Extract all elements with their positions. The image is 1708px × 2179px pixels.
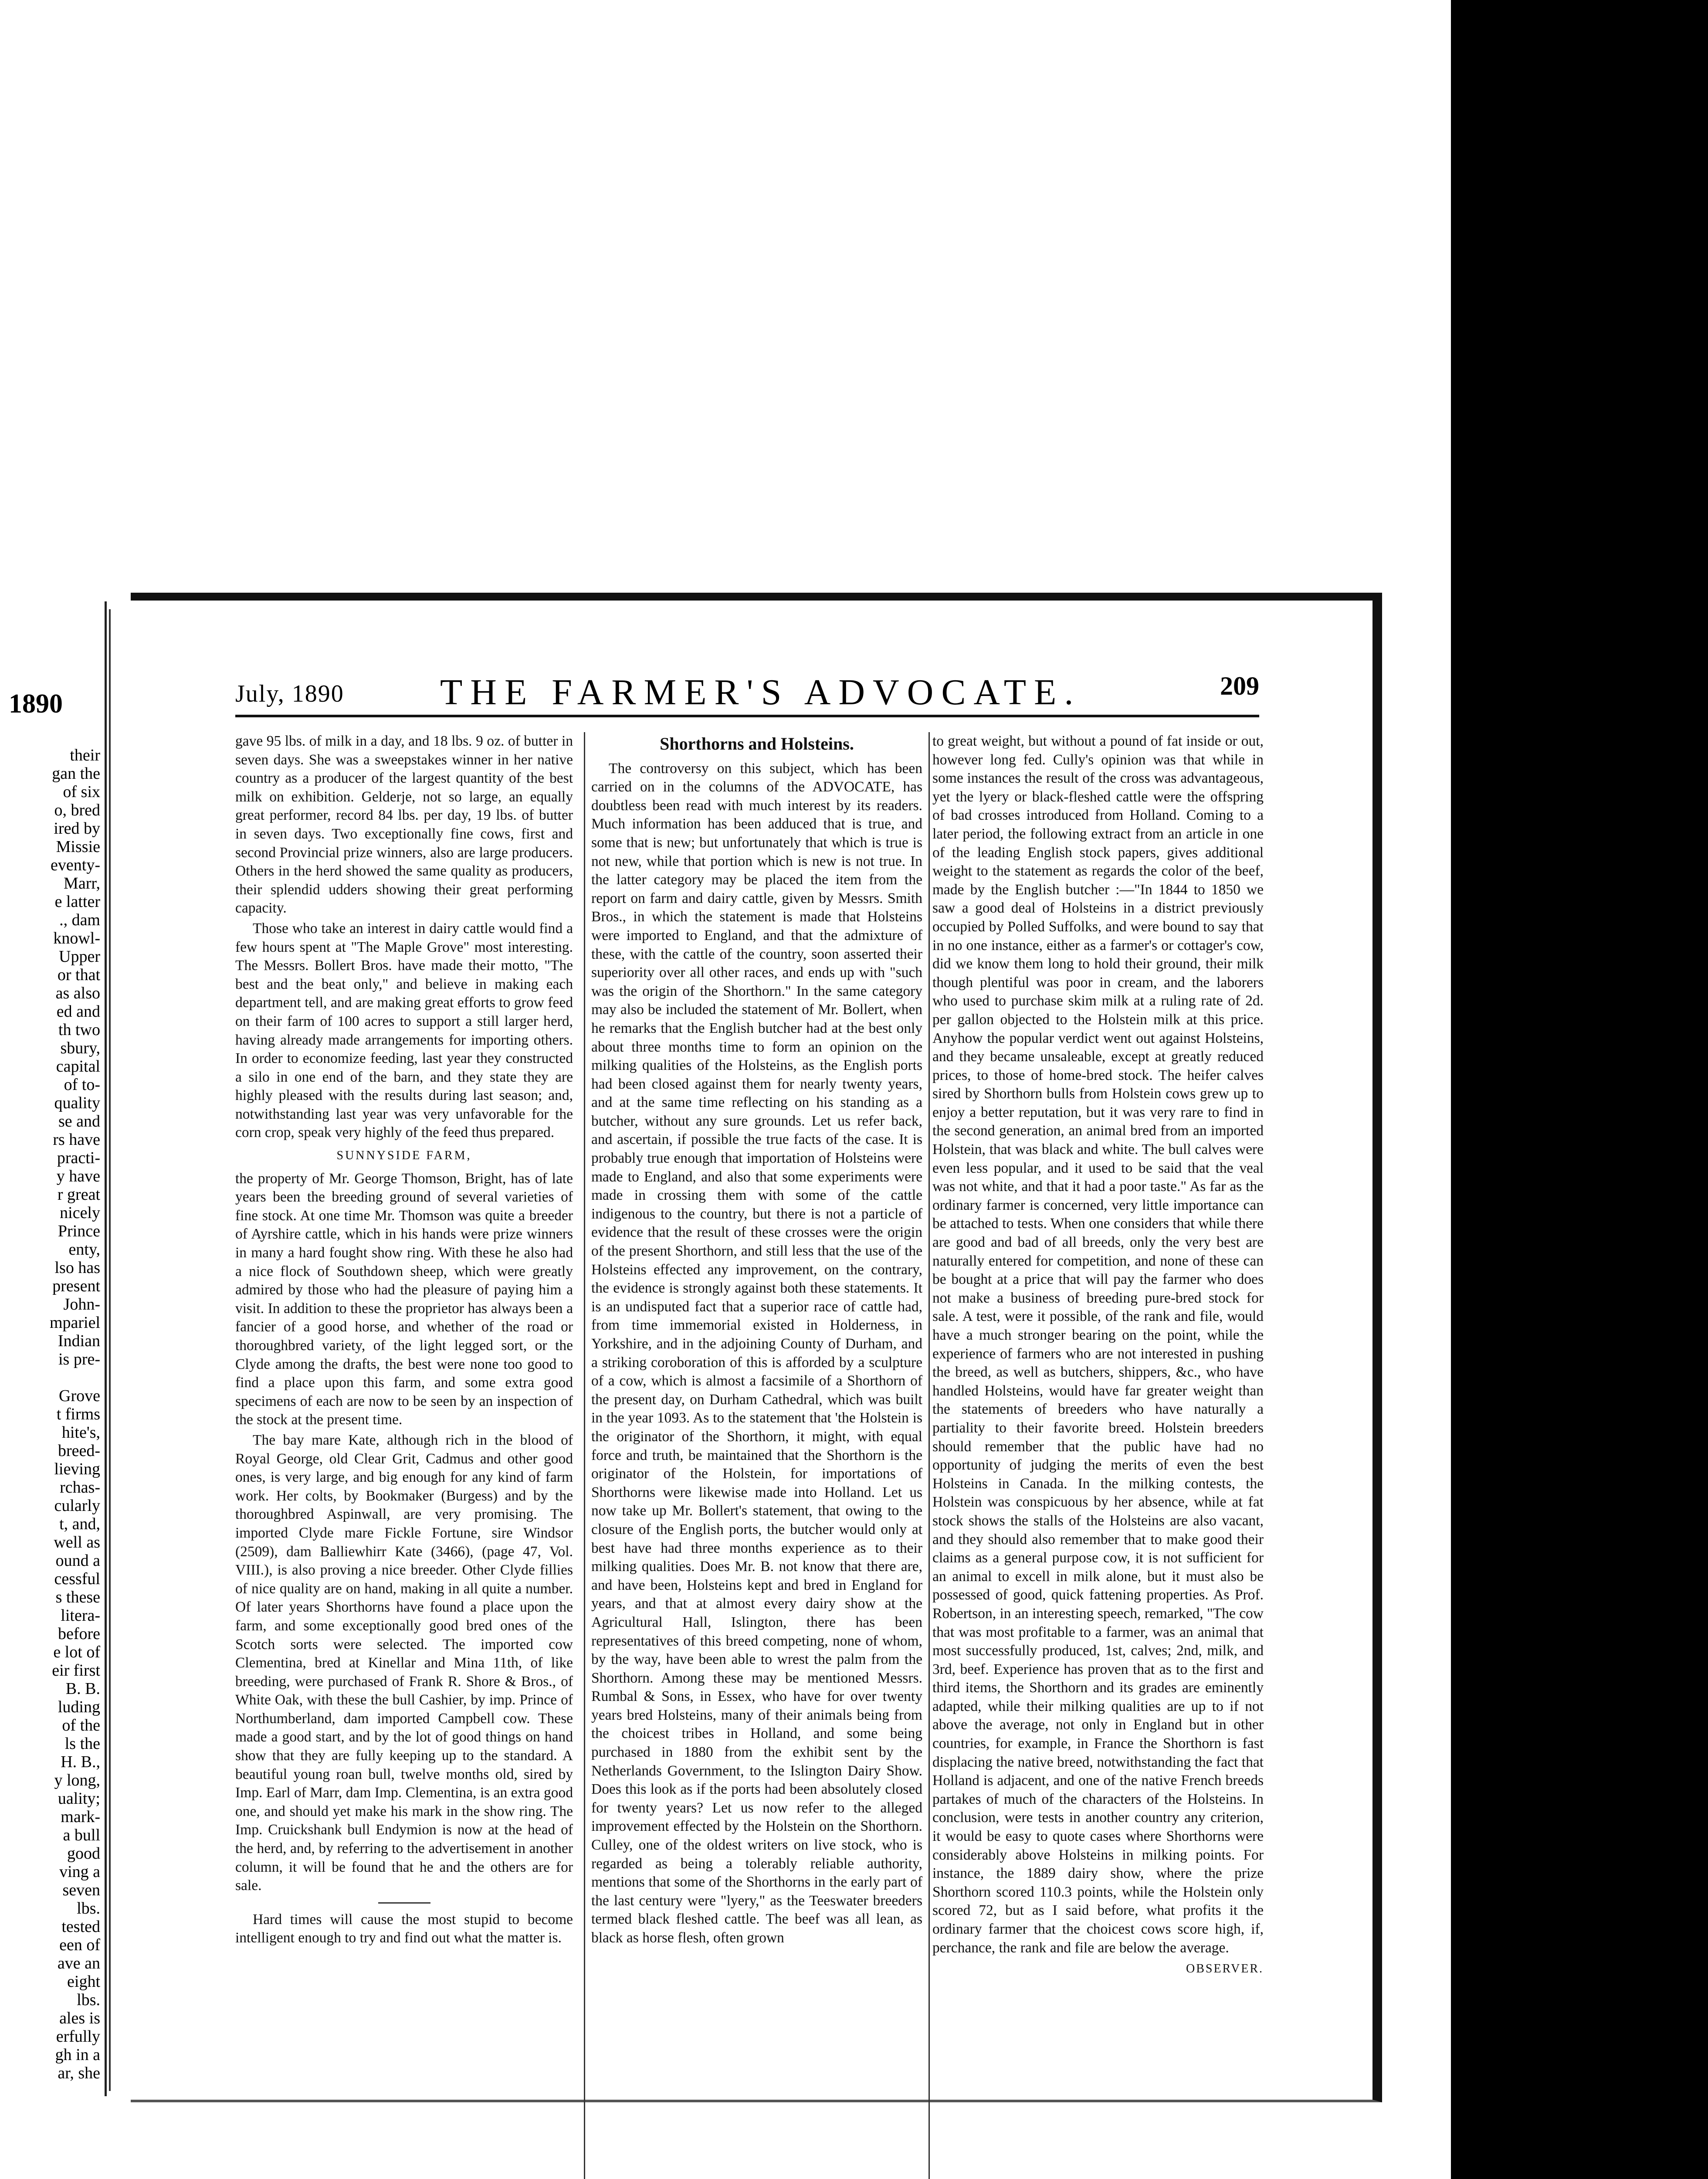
header-date: July, 1890 xyxy=(235,680,344,707)
column-2 xyxy=(584,732,930,2179)
left-page-line: Grove xyxy=(59,1387,100,1405)
left-page-line: H. B., xyxy=(61,1753,100,1771)
left-page-line: seven xyxy=(62,1881,100,1899)
left-page-line: lbs. xyxy=(77,1899,100,1918)
left-page-line: ar, she xyxy=(58,2064,100,2082)
left-page-line: B. B. xyxy=(65,1680,100,1698)
column-3 xyxy=(932,732,1264,1979)
left-page-line: cessful xyxy=(54,1570,100,1588)
left-page-line: mpariel xyxy=(49,1314,100,1332)
left-page-line: practi- xyxy=(57,1149,100,1167)
left-page-line: sbury, xyxy=(60,1039,100,1057)
left-page-fragment xyxy=(0,601,107,2096)
page-header xyxy=(235,671,1259,713)
divider xyxy=(378,1902,430,1904)
left-page-line: or that xyxy=(57,966,100,984)
left-page-line: r great xyxy=(57,1185,100,1204)
header-rule xyxy=(235,715,1259,717)
left-page-line: s these xyxy=(55,1588,100,1606)
left-page-line: eight xyxy=(67,1972,100,1991)
left-page-line: Missie xyxy=(56,838,100,856)
left-page-line: ound a xyxy=(55,1551,100,1570)
left-page-line: y have xyxy=(56,1167,100,1185)
left-page-line: ., dam xyxy=(59,911,100,929)
left-page-line: lso has xyxy=(54,1259,100,1277)
left-page-line: lbs. xyxy=(77,1991,100,2009)
paragraph: The controversy on this subject, which has been carried on in the columns of the ADVOCATE, has doubtless been read with much interest by its readers. Much information has been adduced that is true, and some that is new; but unfortunately that which is true is not new, while that portion which is new is not true. In the latter category may be placed the item from the report on farm and dairy cattle, given by Messrs. Smith Bros., in which the statement is made that Holsteins were imported to England, and that the admixture of these, with the cattle of the country, soon asserted their superiority over all other races, and ends up with "such was the origin of the Shorthorn." In the same category may also be included the statement of Mr. Bollert, when he remarks that the English butcher had at the best only about three months time to form an opinion on the milking qualities of the Holsteins, as the English ports had been closed against them for nearly twenty years, and at the same time reflecting on his standing as a butcher, without any sure grounds. Let us refer back, and ascertain, if possible the true facts of the case. It is probably true enough that importation of Holsteins were made to England, and also that some experiments were made in crossing them with some of the cattle indigenous to the country, but there is not a particle of evidence that the result of these crosses were the origin of the present Shorthorn, and still less that the use of the Holsteins effected any improvement, on the contrary, the evidence is strongly against both these statements. It is an undisputed fact that a superior race of cattle had, from time immemorial existed in Holderness, in Yorkshire, and in the adjoining County of Durham, and a striking coroboration of this is afforded by a sculpture of a cow, which is almost a facsimile of a Shorthorn of the present day, on Durham Cathedral, which was built in the year 1093. As to the statement that 'the Holstein is the originator of the Shorthorn, it might, with equal force and truth, be maintained that the Shorthorn is the originator of the Holstein, for importations of Shorthorns were likewise made into Holland. Let us now take up Mr. Bollert's statement, that owing to the closure of the English ports, the butcher would only at best have had three months experience as to their milking qualities. Does Mr. B. not know that there are, and have been, Holsteins kept and bred in England for years, and that at almost every dairy show at the Agricultural Hall, Islington, there has been representatives of this breed competing, none of whom, by the way, have been able to wrest the palm from the Shorthorn. Among these may be mentioned Messrs. Rumbal & Sons, in Essex, who have for over twenty years bred Holsteins, many of their animals being from the choicest tribes in Holland, and some being purchased in 1880 from the exhibit sent by the Netherlands Government, to the Islington Dairy Show. Does this look as if the ports had been absolutely closed for twenty years? Let us now refer to the alleged improvement effected by the Holstein on the Shorthorn. Culley, one of the oldest writers on live stock, who is regarded as being a tolerably reliable authority, mentions that some of the Shorthorns in the early part of the last century were "lyery," as the Teeswater breeders termed black fleshed cattle. The beef was all lean, as black as horse flesh, often grown xyxy=(591,760,922,1946)
left-page-line: their xyxy=(70,746,100,764)
left-page-line: hite's, xyxy=(61,1423,100,1442)
left-page-line: ving a xyxy=(59,1863,100,1881)
left-page-line: luding xyxy=(58,1698,100,1716)
left-page-line: rchas- xyxy=(60,1478,100,1497)
left-page-line: before xyxy=(58,1625,100,1643)
left-page-line: as also xyxy=(55,984,100,1002)
left-page-line: Upper xyxy=(59,947,100,966)
left-page-line: breed- xyxy=(58,1442,100,1460)
left-page-line: se and xyxy=(58,1112,100,1130)
left-page-line: ave an xyxy=(57,1954,100,1972)
left-page-line: eventy- xyxy=(51,856,100,874)
left-page-line: ired by xyxy=(54,819,100,838)
paragraph: gave 95 lbs. of milk in a day, and 18 lbs. 9 oz. of butter in seven days. She was a sweepstakes winner in her native country as a producer of the largest quantity of the best milk on exhibition. Gelderje, not so large, an equally great performer, record 84 lbs. per day, 19 lbs. of butter in seven days. Two exceptionally fine cows, first and second Provincial prize winners, also are large producers. Others in the herd showed the same quality as producers, their splendid udders showing their great performing capacity. xyxy=(235,733,573,916)
left-page-line: ed and xyxy=(56,1002,100,1021)
left-page-line: een of xyxy=(59,1936,100,1954)
left-page-line: Marr, xyxy=(64,874,100,893)
footer-note: Hard times will cause the most stupid to become intelligent enough to try and find out what the matter is. xyxy=(235,1911,573,1946)
page-number: 209 xyxy=(1220,672,1259,700)
left-page-line: e latter xyxy=(54,893,100,911)
left-page-line: good xyxy=(67,1844,100,1863)
left-page-line: gan the xyxy=(52,764,100,783)
paragraph: to great weight, but without a pound of fat inside or out, however long fed. Cully's opinion was that while in some instances the result of the cross was advantageous, yet the lyery or black-fleshed cattle were the offspring of bad crosses introduced from Holland. Coming to a later period, the following extract from an article in one of the leading English stock papers, gives additional weight to the statement as regards the color of the beef, made by the English butcher :—"In 1844 to 1850 we saw a good deal of Holsteins in a district previously occupied by Polled Suffolks, and were bound to say that in no one instance, either as a farmer's or cottager's cow, did we know them long to hold their ground, their milk though plentiful was poor in cream, and the laborers who used to purchase skim milk at a ruling rate of 2d. per gallon objected to the Holstein milk at this price. Anyhow the popular verdict went out against Holsteins, and they became unsaleable, except at greatly reduced prices, to those of home-bred stock. The heifer calves sired by Shorthorn bulls from Holstein cows grew up to enjoy a better reputation, but it was very rare to find in the second generation, an animal bred from an imported Holstein, that was black and white. The bull calves were even less popular, and it used to be said that the veal was not white, and that it had a poor taste." As far as the ordinary farmer is concerned, very little importance can be attached to tests. When one considers that while there are good and bad of all breeds, only the very best are naturally entered for competition, and none of these can be bought at a price that will pay the farmer who does not make a business of breeding pure-bred stock for sale. A test, were it possible, of the rank and file, would have a much stronger bearing on the point, while the experience of farmers who are not interested in pushing the breed, as well as butchers, shippers, &c., who have handled Holsteins, would have far greater weight than the statements of breeders who have naturally a partiality to their favorite breed. Holstein breeders should remember that the public have had no opportunity of judging the merits of even the best Holsteins in Canada. In the milking contests, the Holstein was conspicuous by her absence, while at fat stock shows the stalls of the Holsteins are also vacant, and they should also remember that to make good their claims as a general purpose cow, it is not sufficient for an animal to excell in milk alone, but it must also be possessed of good, quick fattening properties. As Prof. Robertson, in an interesting speech, remarked, "The cow that was most profitable to a farmer, was an animal that most successfully produced, 1st, calves; 2nd, milk, and 3rd, beef. Experience has proven that as to the first and third items, the Shorthorn and its grades are eminently adapted, while their milking qualities are up to if not above the average, not only in England but in other countries, for example, in France the Shorthorn is fast displacing the native breed, notwithstanding the fact that Holland is adjacent, and one of the native French breeds partakes of much of the characters of the Holsteins. In conclusion, were tests in another country any criterion, it would be easy to quote cases where Shorthorns were considerably above Holsteins in milking points. For instance, the 1889 dairy show, where the prize Shorthorn scored 110.3 points, while the Holstein only scored 72, but as I said before, what profits it the ordinary farmer that the choicest cows score high, if, perchance, the rank and file are below the average. xyxy=(932,733,1264,1956)
paragraph: The bay mare Kate, although rich in the blood of Royal George, old Clear Grit, Cadmus and other good ones, is very large, and big enough for any kind of farm work. Her colts, by Bookmaker (Burgess) and by the thoroughbred Aspinwall, are very promising. The imported Clyde mare Fickle Fortune, sire Windsor (2509), dam Balliewhirr Kate (3466), (page 47, Vol. VIII.), is also proving a nice breeder. Other Clyde fillies of nice quality are on hand, making in all quite a number. Of later years Shorthorns have found a place upon the farm, and some exceptionally good bred ones of the Scotch sorts were selected. The imported cow Clementina, bred at Kinellar and Mina 11th, of like breeding, were purchased of Frank R. Shore & Bros., of White Oak, with these the bull Cashier, by imp. Prince of Northumberland, dam imported Campbell cow. These made a good start, and by the lot of good things on hand show that they are fully keeping up to the standard. A beautiful young roan bull, twelve months old, sired by Imp. Earl of Marr, dam Imp. Clementina, is an extra good one, and should yet make his mark in the show ring. The Imp. Cruickshank bull Endymion is now at the head of the herd, and, by referring to the advertisement in another column, it will be found that he and the others are for sale. xyxy=(235,1432,573,1894)
left-page-line: enty, xyxy=(68,1240,100,1259)
left-page-line: t, and, xyxy=(59,1515,100,1533)
left-page-line: tested xyxy=(61,1918,100,1936)
subheading: SUNNYSIDE FARM, xyxy=(336,1149,472,1163)
left-page-line: knowl- xyxy=(53,929,100,947)
left-page-line: a bull xyxy=(63,1826,100,1844)
left-page-line: capital xyxy=(56,1057,100,1076)
left-page-line: of the xyxy=(62,1716,100,1734)
left-page-line: t firms xyxy=(56,1405,100,1423)
left-page-line: th two xyxy=(58,1021,100,1039)
paragraph: Those who take an interest in dairy cattle would find a few hours spent at "The Maple Grove" most interesting. The Messrs. Bollert Bros. have made their motto, "The best and the beat only," and believe in making each department tell, and are making great efforts to grow feed on their farm of 100 acres to support a still larger herd, having already made arrangements for importing others. In order to economize feeding, last year they constructed a silo in one end of the barn, and they state they are highly pleased with the results during last season; and, notwithstanding last year was very unfavorable for the corn crop, speak very highly of the feed thus prepared. xyxy=(235,920,573,1141)
left-page-line: mark- xyxy=(61,1808,100,1826)
left-page-line: erfully xyxy=(56,2027,100,2046)
left-page-line: eir first xyxy=(52,1661,100,1680)
left-page-line: gh in a xyxy=(55,2046,100,2064)
left-page-line: ales is xyxy=(59,2009,100,2027)
left-page-line: e lot of xyxy=(53,1643,100,1661)
left-page-line: Prince xyxy=(58,1222,100,1240)
left-page-line: quality xyxy=(54,1094,100,1112)
left-page-line: Indian xyxy=(58,1332,100,1350)
masthead-title: THE FARMER'S ADVOCATE. xyxy=(440,672,1081,713)
signature: OBSERVER. xyxy=(1186,1962,1264,1976)
left-page-year: 1890 xyxy=(9,689,63,719)
paragraph: the property of Mr. George Thomson, Bright, has of late years been the breeding ground of several varieties of fine stock. At one time Mr. Thomson was quite a breeder of Ayrshire cattle, which in his hands were prize winners in many a hard fought show ring. With these he also had a nice flock of Southdown sheep, which were greatly admired by those who had the pleasure of paying him a visit. In addition to these the proprietor has always been a fancier of a good horse, and whether of the road or thoroughbred variety, of the light legged sort, or the Clyde among the drafts, the best were none too good to find a place upon this farm, and some extra good specimens of each are now to be seen by an inspection of the stock at the present time. xyxy=(235,1170,573,1428)
left-page-line: y long, xyxy=(54,1771,100,1789)
left-page-line: ls the xyxy=(64,1734,100,1753)
left-page-line: lieving xyxy=(54,1460,100,1478)
article-title: Shorthorns and Holsteins. xyxy=(660,734,854,753)
left-page-line: present xyxy=(52,1277,100,1295)
left-page-line: o, bred xyxy=(54,801,100,819)
column-1 xyxy=(235,732,573,1949)
left-page-line: litera- xyxy=(61,1606,100,1625)
left-page-line: John- xyxy=(63,1295,100,1314)
left-page-line: of to- xyxy=(64,1076,100,1094)
left-page-line: rs have xyxy=(53,1130,100,1149)
left-page-line: well as xyxy=(54,1533,100,1551)
left-page-line: of six xyxy=(63,783,100,801)
left-page-line: nicely xyxy=(60,1204,100,1222)
left-page-line: cularly xyxy=(54,1497,100,1515)
left-page-line: uality; xyxy=(58,1789,100,1808)
left-page-line: is pre- xyxy=(58,1350,100,1368)
